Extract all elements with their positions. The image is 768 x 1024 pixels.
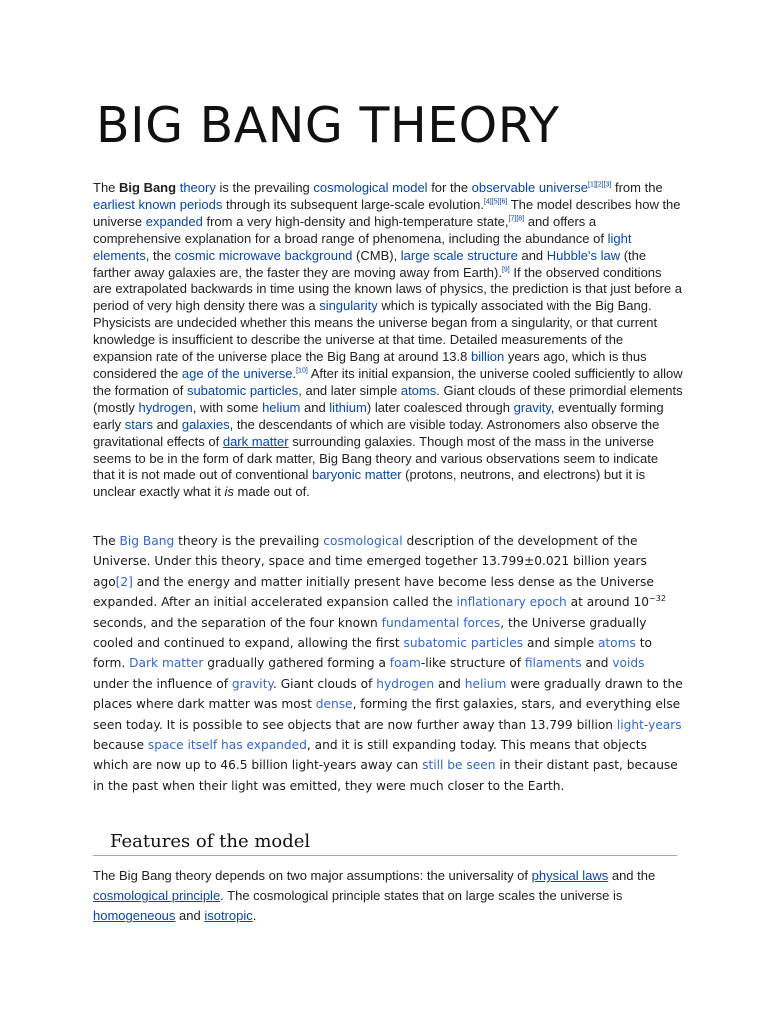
text-span: and the energy and matter initially present have become less dense as the Universe expanded. After an initial accelerated expansion called the [93, 574, 654, 610]
link-lithium[interactable]: lithium [329, 399, 367, 415]
text-span: and [152, 416, 182, 432]
intro-paragraph [93, 180, 683, 501]
second-paragraph [93, 531, 683, 796]
text-span: , and later simple [298, 382, 401, 398]
text-span: , eventually forming early [93, 399, 664, 432]
link-voids[interactable]: voids [612, 656, 645, 671]
text-span: and [175, 908, 205, 924]
link-inflationary-epoch[interactable]: inflationary epoch [456, 595, 567, 610]
page-title: BIG BANG THEORY [96, 97, 560, 154]
features-paragraph [93, 866, 683, 927]
link-age-of-the-universe[interactable]: age of the universe [181, 365, 293, 381]
text-span: gradually gathered forming a [203, 656, 390, 671]
link-cosmological-model[interactable]: cosmological model [313, 180, 428, 195]
link-subatomic-particles[interactable]: subatomic particles [403, 636, 524, 651]
link-gravity[interactable]: gravity [231, 676, 273, 691]
text-span: ) later coalesced through [366, 399, 514, 415]
link-gravity[interactable]: gravity [513, 399, 551, 415]
link-atoms[interactable]: atoms [400, 382, 437, 398]
link-dense[interactable]: dense [315, 697, 353, 712]
section-heading-features: Features of the model [110, 831, 311, 852]
link-still-be-seen[interactable]: still be seen [422, 758, 496, 773]
link-light-elements[interactable]: light elements [93, 230, 632, 263]
link-cosmic-microwave-background[interactable]: cosmic microwave background [174, 247, 353, 263]
citation-1-2-3[interactable]: [1][2][3] [588, 181, 612, 189]
text-span: , the descendants of which are visible today. Astronomers also observe the gravitational effects of [93, 416, 660, 449]
text-span: , and it is still expanding today. This means that objects which are now up to 46.5 billion light-years away can [93, 738, 647, 773]
link-galaxies[interactable]: galaxies [181, 416, 230, 432]
text-span: and simple [523, 636, 598, 651]
text-span: , the Universe gradually cooled and continued to expand, allowing the first [93, 615, 647, 651]
citation-4-5-6[interactable]: [4][5][6] [483, 198, 508, 206]
link-hubbles-law[interactable]: Hubble's law [546, 247, 621, 263]
link-isotropic[interactable]: isotropic [204, 908, 253, 924]
link-helium[interactable]: helium [262, 399, 301, 415]
link-homogeneous[interactable]: homogeneous [93, 908, 176, 924]
link-billion[interactable]: billion [470, 349, 505, 365]
link-hydrogen[interactable]: hydrogen [138, 399, 193, 415]
link-hydrogen[interactable]: hydrogen [376, 676, 435, 691]
text-span: for the [427, 180, 472, 195]
text-span: theory is the prevailing [174, 534, 324, 548]
text-span: The model describes how the universe [93, 196, 681, 229]
text-span: is the prevailing [215, 180, 314, 195]
text-span: The [93, 534, 120, 548]
text-span: and [434, 676, 465, 691]
link-dark-matter[interactable]: dark matter [222, 433, 289, 449]
text-span: and [581, 656, 613, 671]
section-divider [93, 855, 677, 856]
text-span: and [517, 247, 547, 263]
link-cosmological-principle[interactable]: cosmological principle [93, 888, 221, 904]
text-span: (the farther away galaxies are, the faster they are moving away from Earth). [93, 247, 647, 280]
text-span: which is typically associated with the Big Bang. Physicists are undecided whether this means the universe began from a singularity, or that current knowledge is insufficient to describe the universe at that time. Detailed measurements of the expansion rate of the universe place the Big Bang at around 13.8 [93, 298, 658, 365]
citation-10[interactable]: [10] [296, 367, 308, 375]
link-fundamental-forces[interactable]: fundamental forces [381, 615, 501, 630]
text-span: through its subsequent large-scale evolution. [222, 196, 484, 212]
text-span: The Big Bang theory depends on two major assumptions: the universality of [93, 868, 532, 883]
bold-term-big-bang: Big Bang [119, 180, 177, 195]
text-span: , with some [192, 399, 263, 415]
text-span: to form. [93, 636, 652, 671]
text-span: were gradually drawn to the places where dark matter was most [93, 676, 683, 712]
link-observable-universe[interactable]: observable universe [471, 180, 589, 195]
text-span: . [252, 908, 257, 924]
text-span: , forming the first galaxies, stars, and everything else seen today. It is possible to see objects that are now further away than 13.799 billion [93, 697, 681, 732]
citation-7-8[interactable]: [7][8] [508, 215, 525, 223]
link-dark-matter[interactable]: Dark matter [129, 656, 204, 671]
link-singularity[interactable]: singularity [319, 298, 378, 314]
text-span: -like structure of [420, 656, 525, 671]
link-physical-laws[interactable]: physical laws [531, 868, 609, 883]
citation-9[interactable]: [9] [501, 266, 510, 274]
text-span: . Giant clouds of [272, 676, 377, 691]
link-baryonic-matter[interactable]: baryonic matter [311, 467, 402, 483]
link-earliest-known-periods[interactable]: earliest known periods [93, 196, 223, 212]
link-expanded[interactable]: expanded [145, 213, 203, 229]
link-foam[interactable]: foam [389, 656, 421, 671]
text-span: and offers a comprehensive explanation for a broad range of phenomena, including the abundance of [93, 213, 608, 246]
link-helium[interactable]: helium [464, 676, 507, 691]
text-span: description of the development of the Universe. Under this theory, space and time emerged together 13.799±0.021 billion years ago [93, 534, 647, 589]
text-span: (CMB), [352, 247, 401, 263]
link-stars[interactable]: stars [124, 416, 153, 432]
text-span: If the observed conditions are extrapolated backwards in time using the known laws of physics, the prediction is that just before a period of very high density there was a [93, 264, 682, 314]
link-cosmological[interactable]: cosmological [323, 534, 403, 548]
link-subatomic-particles[interactable]: subatomic particles [186, 382, 299, 398]
text-span: The [93, 180, 120, 195]
text-span: . [292, 365, 297, 381]
text-span: under the influence of [93, 676, 232, 691]
link-filaments[interactable]: filaments [524, 656, 582, 671]
text-span: made out of. [233, 484, 310, 500]
text-span: After its initial expansion, the universe cooled sufficiently to allow the formation of [93, 365, 683, 398]
text-span: . Giant clouds of these primordial elements (mostly [93, 382, 683, 415]
text-span: and the [608, 868, 656, 883]
citation-2[interactable]: [2] [115, 574, 133, 589]
text-span: . The cosmological principle states that on large scales the universe is [220, 888, 623, 904]
italic-is: is [224, 484, 234, 500]
text-span: at around 10 [566, 595, 650, 610]
text-span: in their distant past, because in the past when their light was emitted, they were much closer to the Earth. [93, 758, 678, 793]
link-space-itself-has-expanded[interactable]: space itself has expanded [147, 738, 307, 753]
link-big-bang[interactable]: Big Bang [119, 534, 175, 548]
link-theory[interactable]: theory [179, 180, 216, 195]
link-light-years[interactable]: light-years [616, 717, 682, 732]
text-span: surrounding galaxies. Though most of the mass in the universe seems to be in the form of dark matter, Big Bang theory and various observations seem to indicate that it is not made out of conventional [93, 433, 659, 483]
exponent: −32 [649, 594, 666, 604]
text-span: seconds, and the separation of the four known [93, 615, 382, 630]
text-span: from a very high-density and high-temperature state, [202, 213, 509, 229]
link-atoms[interactable]: atoms [597, 636, 636, 651]
link-large-scale-structure[interactable]: large scale structure [400, 247, 518, 263]
text-span: and [300, 399, 330, 415]
text-span: years ago, which is thus considered the [93, 349, 647, 381]
text-span: (protons, neutrons, and electrons) but it is unclear exactly what it [93, 467, 646, 500]
text-span: , the [145, 247, 175, 263]
text-span: from the [611, 180, 663, 195]
text-span: because [93, 738, 148, 753]
